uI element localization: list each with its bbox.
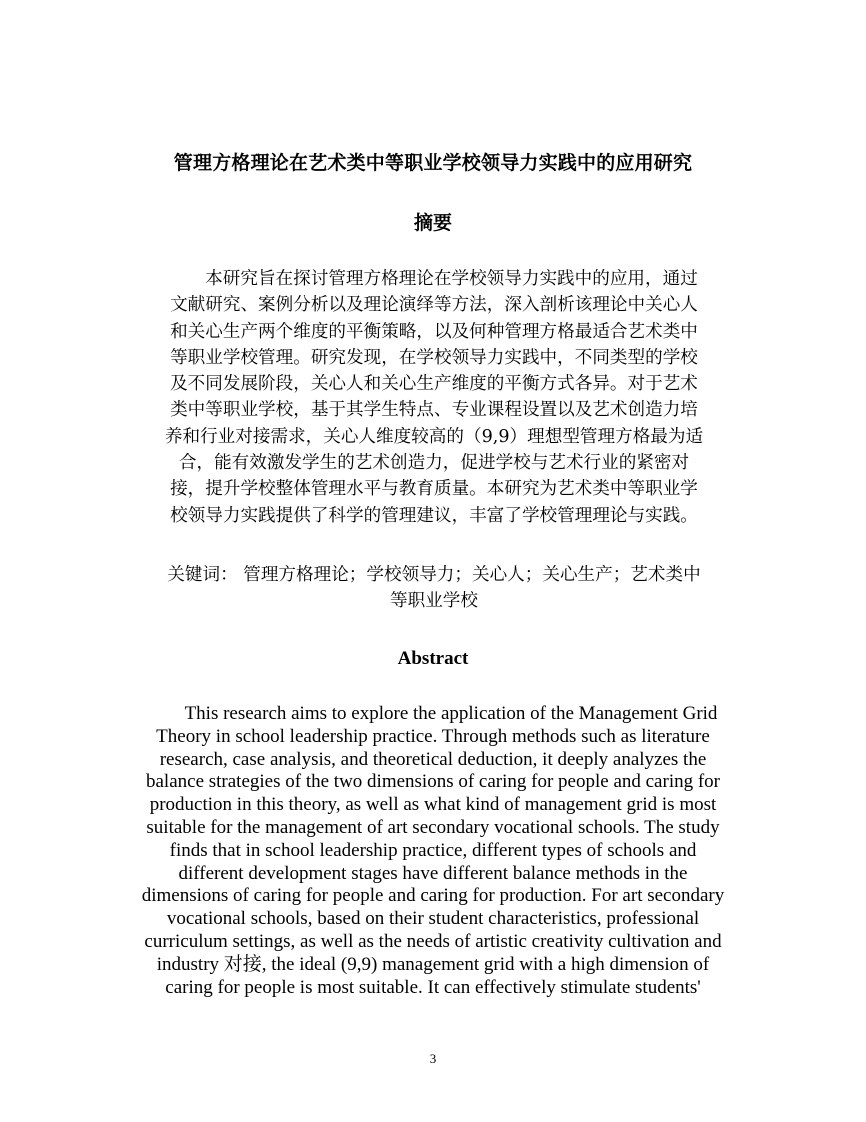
abstract-cn-line: 本研究旨在探讨管理方格理论在学校领导力实践中的应用，通过 bbox=[205, 269, 698, 289]
abstract-en-line: dimensions of caring for people and caring for production. For art secondary bbox=[141, 885, 725, 907]
abstract-en-line: Theory in school leadership practice. Through methods such as literature bbox=[156, 725, 710, 747]
abstract-en-line: research, case analysis, and theoretical deduction, it deeply analyzes the bbox=[159, 748, 707, 770]
abstract-en-line: curriculum settings, as well as the needs of artistic creativity cultivation and bbox=[144, 930, 722, 952]
abstract-cn-line: 接，提升学校整体管理水平与教育质量。本研究为艺术类中等职业学 bbox=[170, 479, 698, 500]
abstract-en-line: suitable for the management of art secondary vocational schools. The study bbox=[146, 816, 720, 838]
abstract-en-heading: Abstract bbox=[397, 648, 469, 669]
abstract-cn-body bbox=[128, 266, 740, 529]
abstract-en-line: vocational schools, based on their student characteristics, professional bbox=[166, 908, 700, 930]
abstract-cn-line: 合，能有效激发学生的艺术创造力，促进学校与艺术行业的紧密对 bbox=[178, 453, 690, 474]
abstract-en-body bbox=[118, 703, 748, 999]
abstract-en-line: balance strategies of the two dimensions of caring for people and caring for bbox=[145, 771, 721, 793]
abstract-cn-line: 养和行业对接需求，关心人维度较高的（9,9）理想型管理方格最为适 bbox=[164, 426, 704, 447]
abstract-cn-heading: 摘要 bbox=[413, 212, 452, 234]
abstract-cn-line: 及不同发展阶段，关心人和关心生产维度的平衡方式各异。对于艺术 bbox=[170, 374, 698, 395]
abstract-cn-line: 和关心生产两个维度的平衡策略，以及何种管理方格最适合艺术类中 bbox=[170, 321, 698, 342]
abstract-cn-line: 文献研究、案例分析以及理论演绎等方法，深入剖析该理论中关心人 bbox=[170, 295, 698, 316]
abstract-cn-line: 类中等职业学校，基于其学生特点、专业课程设置以及艺术创造力培 bbox=[170, 400, 698, 421]
page-number: 3 bbox=[429, 1051, 437, 1066]
abstract-cn-line: 校领导力实践提供了科学的管理建议，丰富了学校管理理论与实践。 bbox=[170, 505, 698, 526]
keywords-line: 关键词： 管理方格理论；学校领导力；关心人；关心生产；艺术类中 bbox=[167, 565, 701, 585]
keywords-line: 等职业学校 bbox=[390, 591, 478, 611]
abstract-en-line: production in this theory, as well as what kind of management grid is most bbox=[149, 794, 717, 816]
abstract-cn-line: 等职业学校管理。研究发现，在学校领导力实践中，不同类型的学校 bbox=[170, 347, 698, 368]
abstract-en-line: caring for people is most suitable. It can effectively stimulate students' bbox=[165, 976, 701, 998]
abstract-en-line: industry 对接, the ideal (9,9) management grid with a high dimension of bbox=[156, 953, 710, 975]
abstract-en-line: finds that in school leadership practice, different types of schools and bbox=[169, 839, 697, 861]
abstract-en-line: This research aims to explore the application of the Management Grid bbox=[184, 703, 718, 724]
paper-title: 管理方格理论在艺术类中等职业学校领导力实践中的应用研究 bbox=[173, 152, 693, 174]
keywords bbox=[128, 562, 740, 614]
abstract-en-line: different development stages have different balance methods in the bbox=[178, 862, 688, 884]
